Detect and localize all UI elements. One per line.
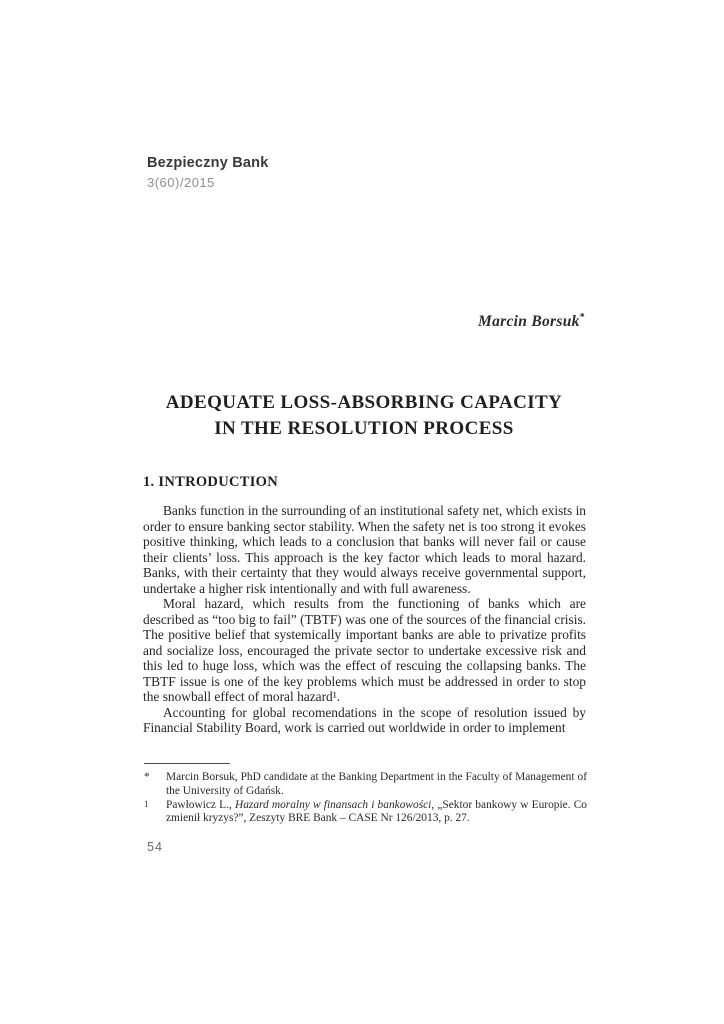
journal-issue: 3(60)/2015	[147, 175, 215, 190]
footnote-text-italic: Hazard moralny w finansach i bankowości	[234, 798, 432, 811]
footnote-text: Marcin Borsuk, PhD candidate at the Banking Department in the Faculty of Management of the University of Gdańsk.	[166, 771, 587, 797]
author-footnote-marker: *	[579, 312, 585, 323]
author-byline	[143, 312, 585, 331]
footnote-marker: 1	[144, 798, 149, 809]
journal-header	[147, 155, 268, 190]
body-text	[143, 503, 586, 736]
author-name: Marcin Borsuk	[478, 313, 580, 331]
footnote-text	[166, 799, 587, 827]
footnote-item	[144, 799, 587, 827]
journal-name: Bezpieczny Bank	[147, 155, 269, 171]
paragraph: Accounting for global recomendations in the scope of resolution issued by Financial Stability Board, work is carried out worldwide in order to implement	[143, 704, 586, 735]
footnote-divider	[144, 763, 230, 764]
footnotes-section	[144, 763, 587, 826]
paper-title	[143, 390, 585, 442]
footnote-text-part: Pawłowicz L.,	[166, 798, 235, 811]
page-number: 54	[147, 840, 163, 854]
paper-title-line-2: IN THE RESOLUTION PROCESS	[214, 418, 514, 439]
paper-title-line-1: ADEQUATE LOSS-ABSORBING CAPACITY	[165, 392, 563, 413]
footnote-text-part: , „Sektor bankowy w Europie. Co zmienił kryzys?”, Zeszyty BRE Bank – CASE Nr 126/2013, p. 27.	[166, 798, 587, 825]
section-heading-introduction: 1. INTRODUCTION	[143, 474, 279, 490]
paragraph: Banks function in the surrounding of an institutional safety net, which exists in order to ensure banking sector stability. When the safety net is too strong it evokes positive thinking, which leads to a conclusion that banks will never fail or cause their clients’ loss. This approach is the key factor which leads to moral hazard. Banks, with their certainty that they would always receive governmental support, undertake a higher risk intentionally and with full awareness.	[143, 503, 586, 596]
footnote-marker: *	[144, 771, 150, 783]
paragraph: Moral hazard, which results from the functioning of banks which are described as “too big to fail” (TBTF) was one of the sources of the financial crisis. The positive belief that systemically important banks are able to privatize profits and socialize loss, encouraged the private sector to undertake excessive risk and this led to huge loss, which was the effect of rescuing the collapsing banks. The TBTF issue is one of the key problems which must be addressed in order to stop the snowball effect of moral hazard¹.	[143, 596, 586, 704]
footnote-item	[144, 771, 587, 799]
